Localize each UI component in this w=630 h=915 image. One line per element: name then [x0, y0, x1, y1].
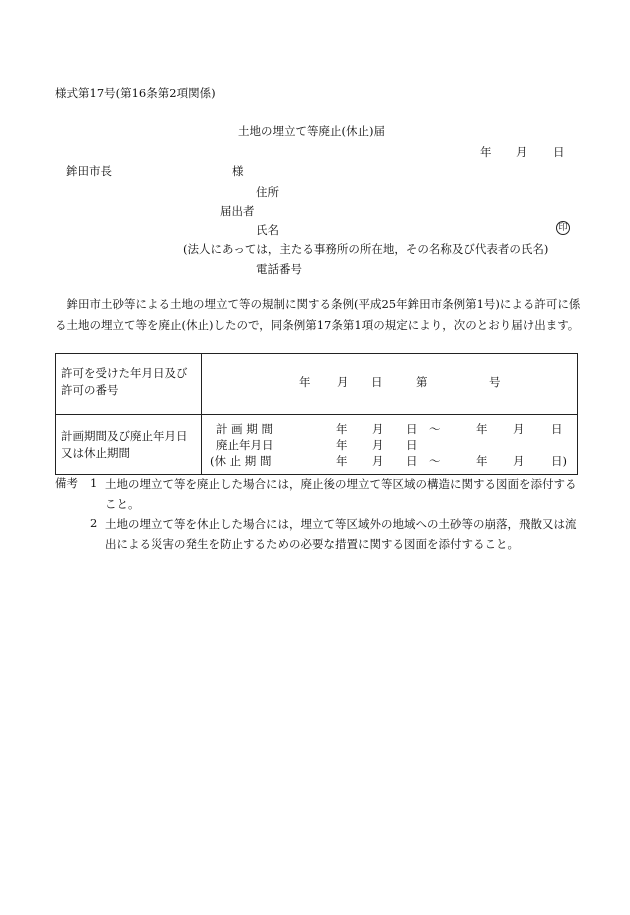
plan-end-day: 日: [551, 422, 563, 436]
applicant-label: 届出者: [220, 204, 255, 218]
form-number: 様式第17号(第16条第2項関係): [55, 86, 216, 100]
row1-day: 日: [371, 375, 383, 389]
document-title: 土地の埋立て等廃止(休止)届: [238, 124, 385, 138]
name-label: 氏名: [256, 223, 279, 237]
note-1-text: 土地の埋立て等を廃止した場合には，廃止後の埋立て等区域の構造に関する図面を添付すること。: [105, 477, 577, 511]
row1-month: 月: [337, 375, 349, 389]
suspend-end-month: 月: [513, 454, 525, 468]
date-year: 年: [480, 145, 492, 159]
suspend-period-label: (休 止 期 間: [210, 454, 272, 468]
suspend-end-year: 年: [476, 454, 488, 468]
plan-period-label: 計 画 期 間: [216, 422, 273, 436]
addressee-honorific: 様: [232, 164, 244, 178]
suspend-start-day: 日: [406, 454, 418, 468]
table-column-divider: [201, 354, 202, 474]
plan-start-year: 年: [336, 422, 348, 436]
abolish-date-label: 廃止年月日: [216, 438, 274, 452]
row1-dai: 第: [416, 375, 428, 389]
address-label: 住所: [256, 185, 279, 199]
table-row-divider: [56, 414, 577, 415]
phone-label: 電話番号: [256, 262, 302, 276]
abolish-year: 年: [336, 438, 348, 452]
row1-go: 号: [489, 375, 501, 389]
seal-icon: 印: [556, 221, 570, 235]
note-2-text: 土地の埋立て等を休止した場合には，埋立て等区域外の地域への土砂等の崩落，飛散又は流出による災害の発生を防止するための必要な措置に関する図面を添付すること。: [105, 517, 577, 551]
abolish-day: 日: [406, 438, 418, 452]
plan-tilde: ～: [429, 422, 441, 436]
form-table: [55, 353, 578, 475]
row2-header-line2: 又は休止期間: [61, 446, 130, 460]
plan-start-day: 日: [406, 422, 418, 436]
row1-header-line1: 許可を受けた年月日及び: [61, 366, 188, 380]
row1-header-line2: 許可の番号: [61, 383, 119, 397]
notes-label: 備考: [55, 476, 78, 490]
body-paragraph: 鉾田市土砂等による土地の埋立て等の規制に関する条例(平成25年鉾田市条例第1号)による許可に係る土地の埋立て等を廃止(休止)したので，同条例第17条第1項の規定により，次のとおり届け出ます。: [55, 297, 581, 332]
date-day: 日: [553, 145, 565, 159]
note-2-number: 2: [90, 516, 98, 530]
addressee-name: 鉾田市長: [66, 164, 112, 178]
note-1-number: 1: [90, 476, 98, 490]
plan-start-month: 月: [372, 422, 384, 436]
corporate-note: (法人にあっては，主たる事務所の所在地，その名称及び代表者の氏名): [183, 242, 549, 256]
plan-end-month: 月: [513, 422, 525, 436]
abolish-month: 月: [372, 438, 384, 452]
row2-header-line1: 計画期間及び廃止年月日: [61, 429, 188, 443]
suspend-end-day: 日): [551, 454, 567, 468]
date-month: 月: [516, 145, 528, 159]
suspend-start-month: 月: [372, 454, 384, 468]
row1-year: 年: [299, 375, 311, 389]
suspend-tilde: ～: [429, 454, 441, 468]
suspend-start-year: 年: [336, 454, 348, 468]
plan-end-year: 年: [476, 422, 488, 436]
